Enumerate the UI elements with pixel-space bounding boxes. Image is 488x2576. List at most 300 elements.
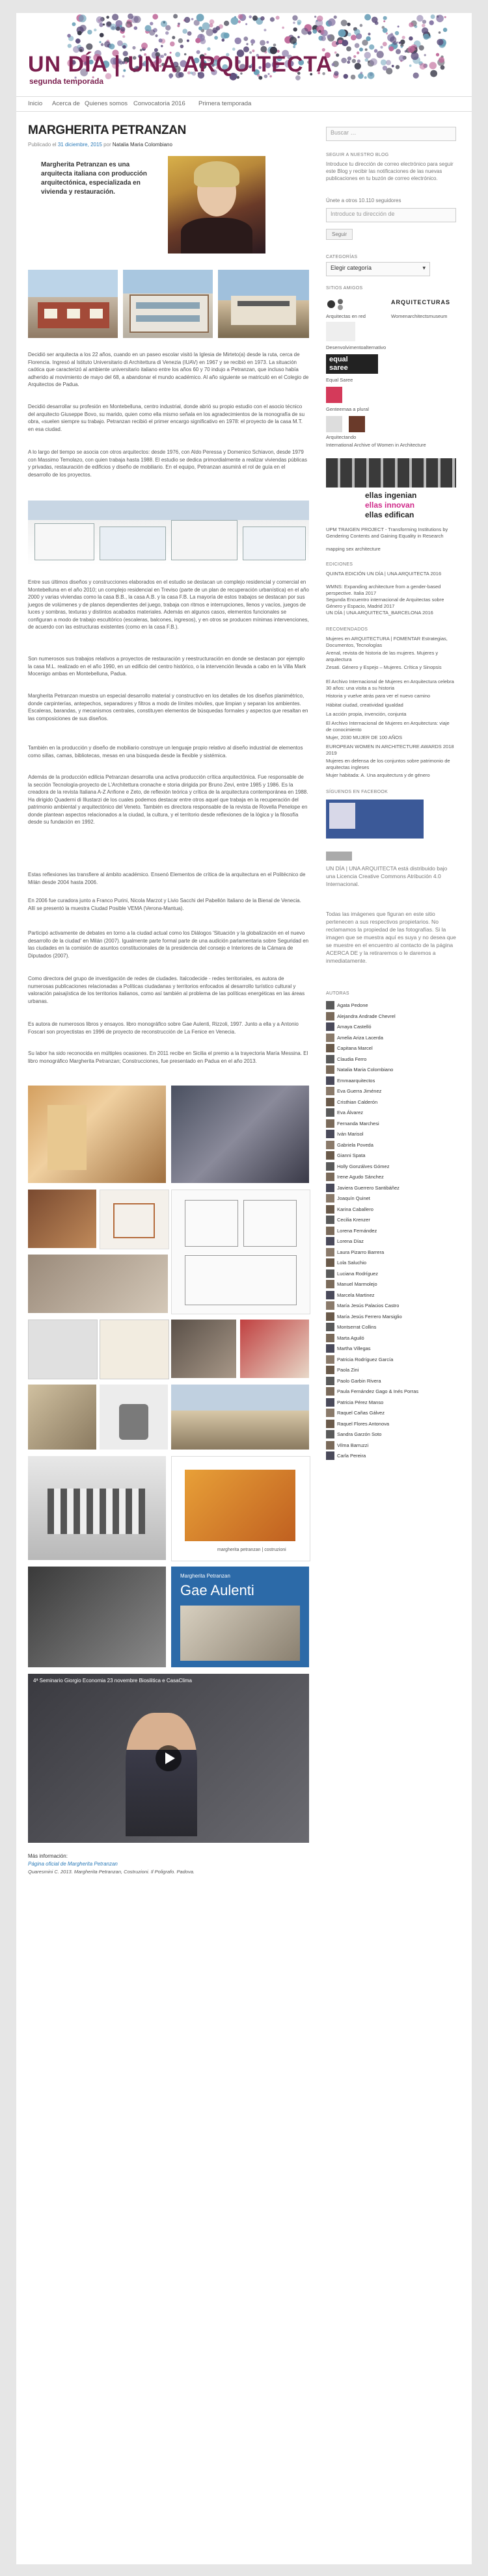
decorative-dot: [68, 44, 72, 47]
author-item[interactable]: [326, 1012, 456, 1021]
gallery-building-bw[interactable]: [28, 1567, 166, 1667]
post-date-link[interactable]: 31 diciembre, 2015: [57, 142, 102, 148]
author-avatar: [326, 1087, 334, 1095]
decorative-dot: [120, 27, 125, 31]
decorative-dot: [383, 28, 388, 33]
building-drawing-panorama: [28, 501, 309, 566]
portrait-photo: [168, 156, 265, 254]
license-text: UN DÍA | UNA ARQUITECTA está distribuido bajo una Licencia Creative Commons Atribución 4.0 Internacional.: [326, 865, 448, 887]
arquitectando-logo[interactable]: [326, 416, 342, 432]
paragraph-3: A lo largo del tiempo se asocia con otros arquitectos: desde 1976, con Aldo Peressa y Domenico Schiavon, desde 1979 con Massimo Temolazo, con quien trabaja hasta 1988. El estudio se dedica primordialmente a realizar viviendas públicas y privadas, restauración de edificios y diseño de mobiliario. En el equipo, Petranzan asumirá el rol de guía en el desarrollo de los proyectos.: [28, 449, 307, 478]
recommended-link[interactable]: Mujer habitada: A. Una arquitectura y de género: [326, 772, 430, 778]
recommended-link[interactable]: Zesati. Género y Espejo – Mujeres. Crítica y Sinopsis: [326, 664, 442, 670]
decorative-dot: [173, 14, 178, 19]
link-upm-traigen[interactable]: UPM TRAIGEN PROJECT - Transforming Institutions by Gendering Contents and Gaining Equality in Research: [326, 527, 448, 539]
author-name: Montserrat Collins: [337, 1324, 377, 1330]
author-item[interactable]: [326, 1280, 456, 1289]
decorative-dot: [297, 36, 299, 38]
author-item[interactable]: [326, 1098, 456, 1107]
author-avatar: [326, 1205, 334, 1214]
author-name: Holly Gonzálves Gómez: [337, 1163, 390, 1169]
author-item[interactable]: [326, 1301, 456, 1310]
iawa-logo[interactable]: [349, 416, 365, 432]
categories-select[interactable]: [326, 262, 430, 276]
author-item[interactable]: [326, 1162, 456, 1171]
author-item[interactable]: [326, 1377, 456, 1386]
facebook-page-thumb: [329, 803, 355, 829]
author-item[interactable]: [326, 1194, 456, 1203]
gallery-interior-2[interactable]: [171, 1086, 309, 1183]
site-description: segunda temporada: [29, 77, 104, 86]
author-item[interactable]: [326, 1130, 456, 1139]
decorative-dot: [334, 71, 338, 75]
gallery-sketch-1[interactable]: [28, 1320, 98, 1379]
gallery-plans[interactable]: [171, 1190, 310, 1314]
decorative-dot: [177, 25, 180, 27]
decorative-dot: [374, 49, 378, 53]
decorative-dot: [75, 38, 81, 44]
gallery-interior-3[interactable]: [28, 1190, 96, 1248]
play-icon: [156, 1745, 182, 1771]
decorative-dot: [364, 14, 371, 21]
decorative-dot: [422, 24, 426, 28]
video-title[interactable]: 4ª Seminario Giorgio Economia 23 novembre Biosilitica e CasaClima: [33, 1678, 192, 1684]
decorative-dot: [422, 27, 428, 34]
author-item[interactable]: [326, 1451, 456, 1461]
decorative-dot: [383, 16, 387, 20]
decorative-dot: [360, 72, 363, 74]
recommended-link[interactable]: Mujeres en defensa de los conjuntos sobre patrimonio de arquitectas ingleses: [326, 758, 450, 770]
drawing-block: [243, 527, 306, 560]
edition-link-3[interactable]: Segunda Encuentro internacional de Arquitectas sobre Género y Espacio, Madrid 2017: [326, 597, 444, 609]
book-author: Margherita Petranzan: [180, 1573, 230, 1579]
author-avatar: [326, 1130, 334, 1138]
decorative-dot: [358, 73, 364, 79]
categories-title: CATEGORÍAS: [326, 255, 358, 259]
decorative-dot: [290, 36, 297, 44]
decorative-dot: [238, 14, 243, 20]
book-cover-margherita[interactable]: [171, 1456, 310, 1561]
official-page-link[interactable]: Página oficial de Margherita Petranzan: [28, 1861, 118, 1867]
gallery-exterior-1[interactable]: [28, 1385, 96, 1450]
plan-drawing: [185, 1255, 297, 1305]
author-avatar: [326, 1076, 334, 1085]
video-player[interactable]: [28, 1674, 309, 1843]
arquitectas-en-red-logo[interactable]: [326, 298, 365, 311]
gallery-furniture-1[interactable]: [100, 1385, 168, 1450]
link-arquitectando[interactable]: Arquitectando: [326, 434, 357, 440]
link-iawa[interactable]: International Archive of Women in Architecture: [326, 442, 426, 448]
decorative-dot: [293, 46, 295, 48]
author-name: Gianni Spata: [337, 1152, 366, 1158]
decorative-dot: [369, 44, 374, 49]
decorative-dot: [336, 53, 339, 57]
author-avatar: [326, 1012, 334, 1021]
paragraph-2: Decidió desarrollar su profesión en Montebelluna, centro industrial, donde abrió su propio estudio con el asocio técnico del arquitecto Giuseppe Bovo, su marido, quien como ella mismo señala en los agradecimientos de la monografía de su obra, «suelen siempre su trabajo. Petranzan recibió el primer encargo significativo en 1978: el proyecto de la casa M.T. en esa ciudad.: [28, 404, 305, 432]
author-item[interactable]: [326, 1344, 456, 1353]
author-avatar: [326, 1119, 334, 1128]
author-item[interactable]: [326, 1366, 456, 1375]
author-name: Lorena Fernández: [337, 1227, 377, 1234]
decorative-dot: [431, 14, 435, 19]
author-item[interactable]: [326, 1141, 456, 1150]
author-item[interactable]: [326, 1151, 456, 1160]
book-cover-photo: [180, 1606, 300, 1661]
link-mapping-sex-architecture[interactable]: mapping sex architecture: [326, 546, 381, 552]
author-item[interactable]: [326, 1087, 456, 1096]
desenvolvimento-logo[interactable]: [326, 322, 355, 341]
book-title: Gae Aulenti: [180, 1582, 254, 1598]
decorative-dot: [187, 31, 192, 36]
author-item[interactable]: [326, 1430, 456, 1439]
decorative-dot: [422, 20, 426, 23]
decorative-dot: [134, 16, 141, 23]
gallery-interior-4[interactable]: [28, 1255, 168, 1313]
author-item[interactable]: [326, 1291, 456, 1300]
upm-traigen-banner[interactable]: [326, 458, 456, 488]
decorative-dot: [399, 55, 405, 62]
decorative-dot: [395, 31, 399, 35]
decorative-dot: [106, 16, 109, 19]
decorative-dot: [368, 60, 370, 62]
decorative-dot: [360, 24, 363, 27]
author-name: Cecilia Krenzer: [337, 1217, 370, 1223]
recommended-link[interactable]: El Archivo Internacional de Mujeres en Arquitectura celebra 30 años: una visita a su historia: [326, 679, 454, 691]
decorative-dot: [293, 27, 297, 31]
gallery-exterior-2[interactable]: [171, 1385, 309, 1450]
gallery-interior-6[interactable]: [240, 1320, 309, 1378]
facebook-embed[interactable]: [326, 800, 424, 839]
book-cover-image: [185, 1470, 295, 1541]
decorative-dot: [251, 44, 253, 46]
decorative-dot: [321, 36, 326, 41]
decorative-dot: [392, 65, 394, 68]
decorative-dot: [314, 16, 316, 18]
decorative-dot: [351, 75, 356, 80]
decorative-dot: [99, 41, 101, 43]
gallery-sofa[interactable]: [28, 1456, 166, 1560]
nav-item-primera[interactable]: Primera temporada: [198, 100, 252, 107]
decorative-dot: [112, 14, 118, 20]
embed-title: SÍGUENOS EN FACEBOOK: [326, 790, 388, 794]
paragraph-10: En 2006 fue curadora junto a Franco Purini, Nicola Marzot y Livio Sacchi del Pabellón Italiano de la Bienal de Venecia. Allí se presentó la muestra Ciudad Posible VEMA (Verona-Mantua).: [28, 898, 301, 911]
nav-item-acerca[interactable]: Acerca de: [52, 100, 80, 107]
portrait-jacket: [181, 218, 252, 254]
decorative-dot: [409, 64, 412, 67]
decorative-dot: [312, 29, 317, 34]
decorative-dot: [416, 15, 423, 21]
author-item[interactable]: [326, 1044, 456, 1053]
decorative-dot: [249, 16, 252, 19]
decorative-dot: [231, 17, 239, 25]
arquitecturas-logo[interactable]: ARQUITECTURAS: [391, 299, 450, 306]
author-item[interactable]: [326, 1065, 456, 1074]
drawing-block: [34, 523, 94, 560]
decorative-dot: [341, 58, 347, 64]
decorative-dot: [198, 27, 202, 31]
decorative-dot: [383, 20, 385, 22]
link-genteemaa[interactable]: Genteemaa a plural: [326, 406, 369, 412]
decorative-dot: [273, 44, 277, 47]
link-equal-saree[interactable]: Equal Saree: [326, 377, 353, 383]
decorative-dot: [415, 47, 417, 49]
author-item[interactable]: [326, 1184, 456, 1193]
author-item[interactable]: [326, 1312, 456, 1321]
play-button[interactable]: [156, 1745, 182, 1771]
paragraph-11: Participó activamente de debates en torno a la ciudad actual como los Diálogos 'Situación y la globalización en el nuevo desarrollo de la ciudad' en Milán (2007). Igualmente parte formal parte de una audición parlamentaria sobre Seguridad en las ciudades en la comisión de asuntos constitucionales de la presidencia del consejo e Interiores de la Cámara de Diputados (2007).: [28, 930, 309, 959]
decorative-dot: [396, 49, 401, 54]
author-name: Iván Marisol: [337, 1131, 364, 1137]
decorative-dot: [152, 14, 158, 20]
decorative-dot: [424, 54, 426, 56]
author-item[interactable]: [326, 1076, 456, 1086]
decorative-dot: [327, 34, 331, 38]
equal-saree-logo[interactable]: [326, 354, 378, 374]
decorative-dot: [364, 76, 367, 79]
decorative-dot: [396, 65, 400, 69]
decorative-dot: [338, 29, 346, 37]
search-input[interactable]: Buscar …: [326, 127, 456, 141]
by-label: por: [103, 142, 111, 148]
edition-link-2[interactable]: WMNS: Expanding architecture from a gender-based perspective. Italia 2017: [326, 584, 441, 596]
link-desenvolvimento[interactable]: Desenvolvimentoalternativo: [326, 345, 386, 350]
recommended-link[interactable]: La acción propia, invención, conjunta: [326, 711, 407, 717]
author-item[interactable]: [326, 1001, 456, 1010]
furniture-sketch: [113, 1203, 155, 1238]
decorative-dot: [423, 34, 429, 40]
author-name: Raquel Flores Antonova: [337, 1420, 390, 1427]
author-item[interactable]: [326, 1205, 456, 1214]
decorative-dot: [207, 47, 210, 51]
decorative-dot: [79, 25, 86, 31]
author-avatar: [326, 1001, 334, 1009]
author-item[interactable]: [326, 1441, 456, 1450]
author-avatar: [326, 1334, 334, 1342]
nav-item-convocatoria[interactable]: Convocatoria 2016: [133, 100, 185, 107]
author-item[interactable]: [326, 1173, 456, 1182]
author-avatar: [326, 1430, 334, 1438]
author-avatar: [326, 1162, 334, 1171]
edition-link-1[interactable]: QUINTA EDICIÓN UN DÍA | UNA ARQUITECTA 2016: [326, 571, 442, 577]
gallery-sketch-2[interactable]: [100, 1320, 169, 1379]
decorative-dot: [364, 52, 371, 59]
nav-item-quienes[interactable]: Quienes somos: [85, 100, 128, 107]
post-author-link[interactable]: Natalia Maria Colombiano: [112, 142, 172, 148]
decorative-dot: [96, 16, 103, 23]
ellas-line-2: ellas innovan: [365, 501, 415, 510]
nav-item-inicio[interactable]: Inicio: [28, 100, 43, 107]
genteemaa-logo[interactable]: [326, 387, 342, 403]
decorative-dot: [409, 36, 413, 40]
decorative-dot: [293, 21, 295, 24]
plan-drawing: [243, 1200, 297, 1247]
paragraph-14: Su labor ha sido reconocida en múltiples ocasiones. En 2011 recibe en Sicilia el premio a la trayectoria María Messina. El libro monográfico Margherita Petranzan; Construcciones, fue presentado en Padua en el año 2013.: [28, 1050, 308, 1064]
author-name: Paola Zini: [337, 1367, 359, 1373]
decorative-dot: [297, 20, 301, 24]
decorative-dot: [132, 46, 135, 49]
decorative-dot: [292, 15, 297, 20]
author-avatar: [326, 1344, 334, 1353]
author-item[interactable]: [326, 1323, 456, 1332]
decorative-dot: [430, 70, 437, 77]
author-item[interactable]: [326, 1227, 456, 1236]
book-cover-text: margherita petranzan | costruzioni: [217, 1548, 286, 1552]
decorative-dot: [389, 46, 394, 51]
decorative-dot: [122, 45, 126, 48]
book-cover-gae-aulenti[interactable]: [171, 1567, 309, 1667]
gallery-furniture-drawing[interactable]: [100, 1190, 169, 1249]
email-input[interactable]: Introduce tu dirección de: [326, 208, 456, 222]
edition-link-4[interactable]: UN DÍA | UNA ARQUITECTA_BARCELONA 2016: [326, 610, 433, 616]
author-name: Martha Villegas: [337, 1346, 371, 1351]
decorative-dot: [381, 59, 386, 65]
recommended-link[interactable]: Historia y vuelve atrás para ver el nuevo camino: [326, 693, 431, 699]
decorative-dot: [411, 52, 419, 60]
author-avatar: [326, 1387, 334, 1396]
decorative-dot: [317, 16, 323, 21]
decorative-dot: [341, 20, 347, 26]
decorative-dot: [436, 15, 444, 23]
author-item[interactable]: [326, 1237, 456, 1246]
decorative-dot: [245, 23, 247, 25]
author-item[interactable]: [326, 1355, 456, 1364]
paragraph-4: Entre sus últimos diseños y construcciones elaborados en el estudio se destacan un complejo residencial y comercial en Montebelluna en el año 2010; un complejo residencial en Treviso (parte de un plan de recuperación urbanística) en el año 2000 y varias viviendas como la casa B.B., la casa A.B. y la casa F.B. La mayoría de estos trabajos se destacan por sus juegos de volúmenes y de planos dependientes del juego, trabaja con ritmos e interrupciones, llenos y vacíos, juegos de luces y sombras, texturas y distintos acabados materiales. Además en algunos casos, elementos funcionales se configuran a modo de trabajo escultórico (escaleras, balcones, ingresos), y en otros se producen mínimas intervenciones, de acuerdo con las estructuras existentes (como en la casa F.B.).: [28, 579, 309, 630]
author-item[interactable]: [326, 1108, 456, 1117]
recommended-link[interactable]: Hábitat ciudad, creatividad igualdad: [326, 702, 403, 708]
author-avatar: [326, 1409, 334, 1417]
author-item[interactable]: [326, 1248, 456, 1257]
author-item[interactable]: [326, 1034, 456, 1043]
decorative-dot: [260, 16, 265, 21]
decorative-dot: [165, 25, 170, 31]
decorative-dot: [184, 17, 190, 23]
decorative-dot: [128, 14, 133, 20]
author-item[interactable]: [326, 1398, 456, 1407]
author-item[interactable]: [326, 1216, 456, 1225]
author-avatar: [326, 1065, 334, 1074]
authors-title: AUTORAS: [326, 991, 349, 996]
author-item[interactable]: [326, 1022, 456, 1032]
decorative-dot: [243, 36, 248, 41]
decorative-dot: [322, 48, 325, 51]
author-name: Vilma Barruzzi: [337, 1442, 369, 1448]
decorative-dot: [366, 36, 370, 41]
follow-button[interactable]: Seguir: [326, 229, 353, 240]
decorative-dot: [140, 49, 142, 51]
author-avatar: [326, 1151, 334, 1160]
decorative-dot: [79, 15, 87, 23]
author-name: Luciana Rodríguez: [337, 1270, 378, 1277]
author-name: Claudia Ferro: [337, 1056, 367, 1062]
paragraph-5: Son numerosos sus trabajos relativos a proyectos de restauración y reestructuración en donde se destacan por ejemplo la casa M.L. realizado en el año 1990, en un edificio del centro histórico, o la intervención llevada a cabo en la Villa Mark Mocenigo ambas en Montebelluna, Padua.: [28, 656, 306, 677]
decorative-dot: [346, 46, 351, 51]
author-name: Javiera Guerrero Santibáñez: [337, 1184, 400, 1191]
decorative-dot: [368, 33, 370, 35]
author-avatar: [326, 1312, 334, 1321]
author-name: Gabriela Poveda: [337, 1141, 373, 1148]
rights-text: Todas las imágenes que figuran en este sitio pertenecen a sus respectivos propietarios. No reclamamos la propiedad de las fotografías. Si la imagen que se muestra aquí es suya y no desea que se muestre en el encuentro al contacto de la página ACERCA DE y la retiraremos o le daremos a inmediatamente.: [326, 911, 456, 964]
author-item[interactable]: [326, 1258, 456, 1268]
decorative-dot: [110, 23, 116, 30]
author-avatar: [326, 1355, 334, 1364]
decorative-dot: [344, 74, 348, 79]
author-item[interactable]: [326, 1119, 456, 1128]
decorative-dot: [235, 38, 241, 44]
decorative-dot: [334, 51, 337, 54]
creative-commons-badge[interactable]: [326, 852, 352, 861]
author-avatar: [326, 1034, 334, 1042]
window: [67, 309, 80, 319]
recommended-link[interactable]: Mujer, 2030 MUJER DE 100 AÑOS: [326, 735, 403, 740]
window: [44, 309, 57, 319]
decorative-dot: [383, 42, 387, 46]
decorative-dot: [398, 25, 400, 27]
author-name: Paula Fernández Gago & Inés Porras: [337, 1388, 419, 1394]
gallery-interior-1[interactable]: [28, 1086, 166, 1183]
decorative-dot: [94, 29, 96, 31]
recommended-link[interactable]: Arenal, revista de historia de las mujeres. Mujeres y arquitectura: [326, 650, 439, 662]
link-arquitectas-en-red[interactable]: Arquitectas en red: [326, 313, 366, 319]
author-item[interactable]: [326, 1409, 456, 1418]
decorative-dot: [383, 66, 387, 70]
chevron-down-icon: ▾: [422, 265, 426, 271]
recommended-link[interactable]: El Archivo Internacional de Mujeres en Arquitectura: viaje de conocimiento: [326, 720, 450, 733]
author-name: Raquel Cañas Gálvez: [337, 1410, 385, 1416]
decorative-dot: [103, 23, 105, 25]
author-item[interactable]: [326, 1420, 456, 1429]
decorative-dot: [347, 60, 350, 64]
decorative-dot: [67, 34, 71, 38]
post-title: MARGHERITA PETRANZAN: [28, 124, 187, 137]
decorative-dot: [444, 16, 446, 18]
decorative-dot: [206, 29, 213, 36]
decorative-dot: [351, 34, 357, 40]
author-item[interactable]: [326, 1269, 456, 1279]
decorative-dot: [355, 43, 360, 48]
recommended-link[interactable]: EUROPEAN WOMEN IN ARCHITECTURE AWARDS 2018 2019: [326, 744, 454, 756]
ellas-line-3: ellas edifican: [365, 510, 414, 519]
link-women-museum[interactable]: Womenarchitectsmuseum: [391, 313, 448, 319]
decorative-dot: [359, 47, 363, 51]
decorative-dot: [266, 41, 269, 44]
decorative-dot: [380, 46, 383, 49]
decorative-dot: [264, 29, 266, 31]
ellas-ingenian-logo[interactable]: [326, 491, 456, 523]
decorative-dot: [352, 59, 356, 63]
decorative-dot: [172, 36, 175, 39]
decorative-dot: [214, 36, 218, 40]
building-photo-1: [28, 270, 118, 338]
decorative-dot: [141, 43, 148, 49]
author-avatar: [326, 1098, 334, 1106]
decorative-dot: [353, 55, 356, 58]
decorative-dot: [212, 27, 217, 33]
author-name: Karina Caballero: [337, 1206, 373, 1212]
author-name: Agata Pedone: [337, 1002, 368, 1008]
author-item[interactable]: [326, 1334, 456, 1343]
decorative-dot: [347, 23, 350, 26]
decorative-dot: [437, 39, 443, 46]
decorative-dot: [145, 25, 152, 32]
site-title[interactable]: UN DÍA | UNA ARQUITECTA: [28, 52, 333, 77]
gallery-interior-5[interactable]: [171, 1320, 236, 1378]
recommended-link[interactable]: Mujeres en ARQUITECTURA | FOMENTAR Estrategias, Documentos, Tecnologías: [326, 636, 448, 648]
decorative-dot: [180, 45, 184, 49]
drawing-block: [100, 527, 166, 560]
decorative-dot: [155, 34, 157, 37]
author-item[interactable]: [326, 1387, 456, 1396]
author-item[interactable]: [326, 1055, 456, 1064]
